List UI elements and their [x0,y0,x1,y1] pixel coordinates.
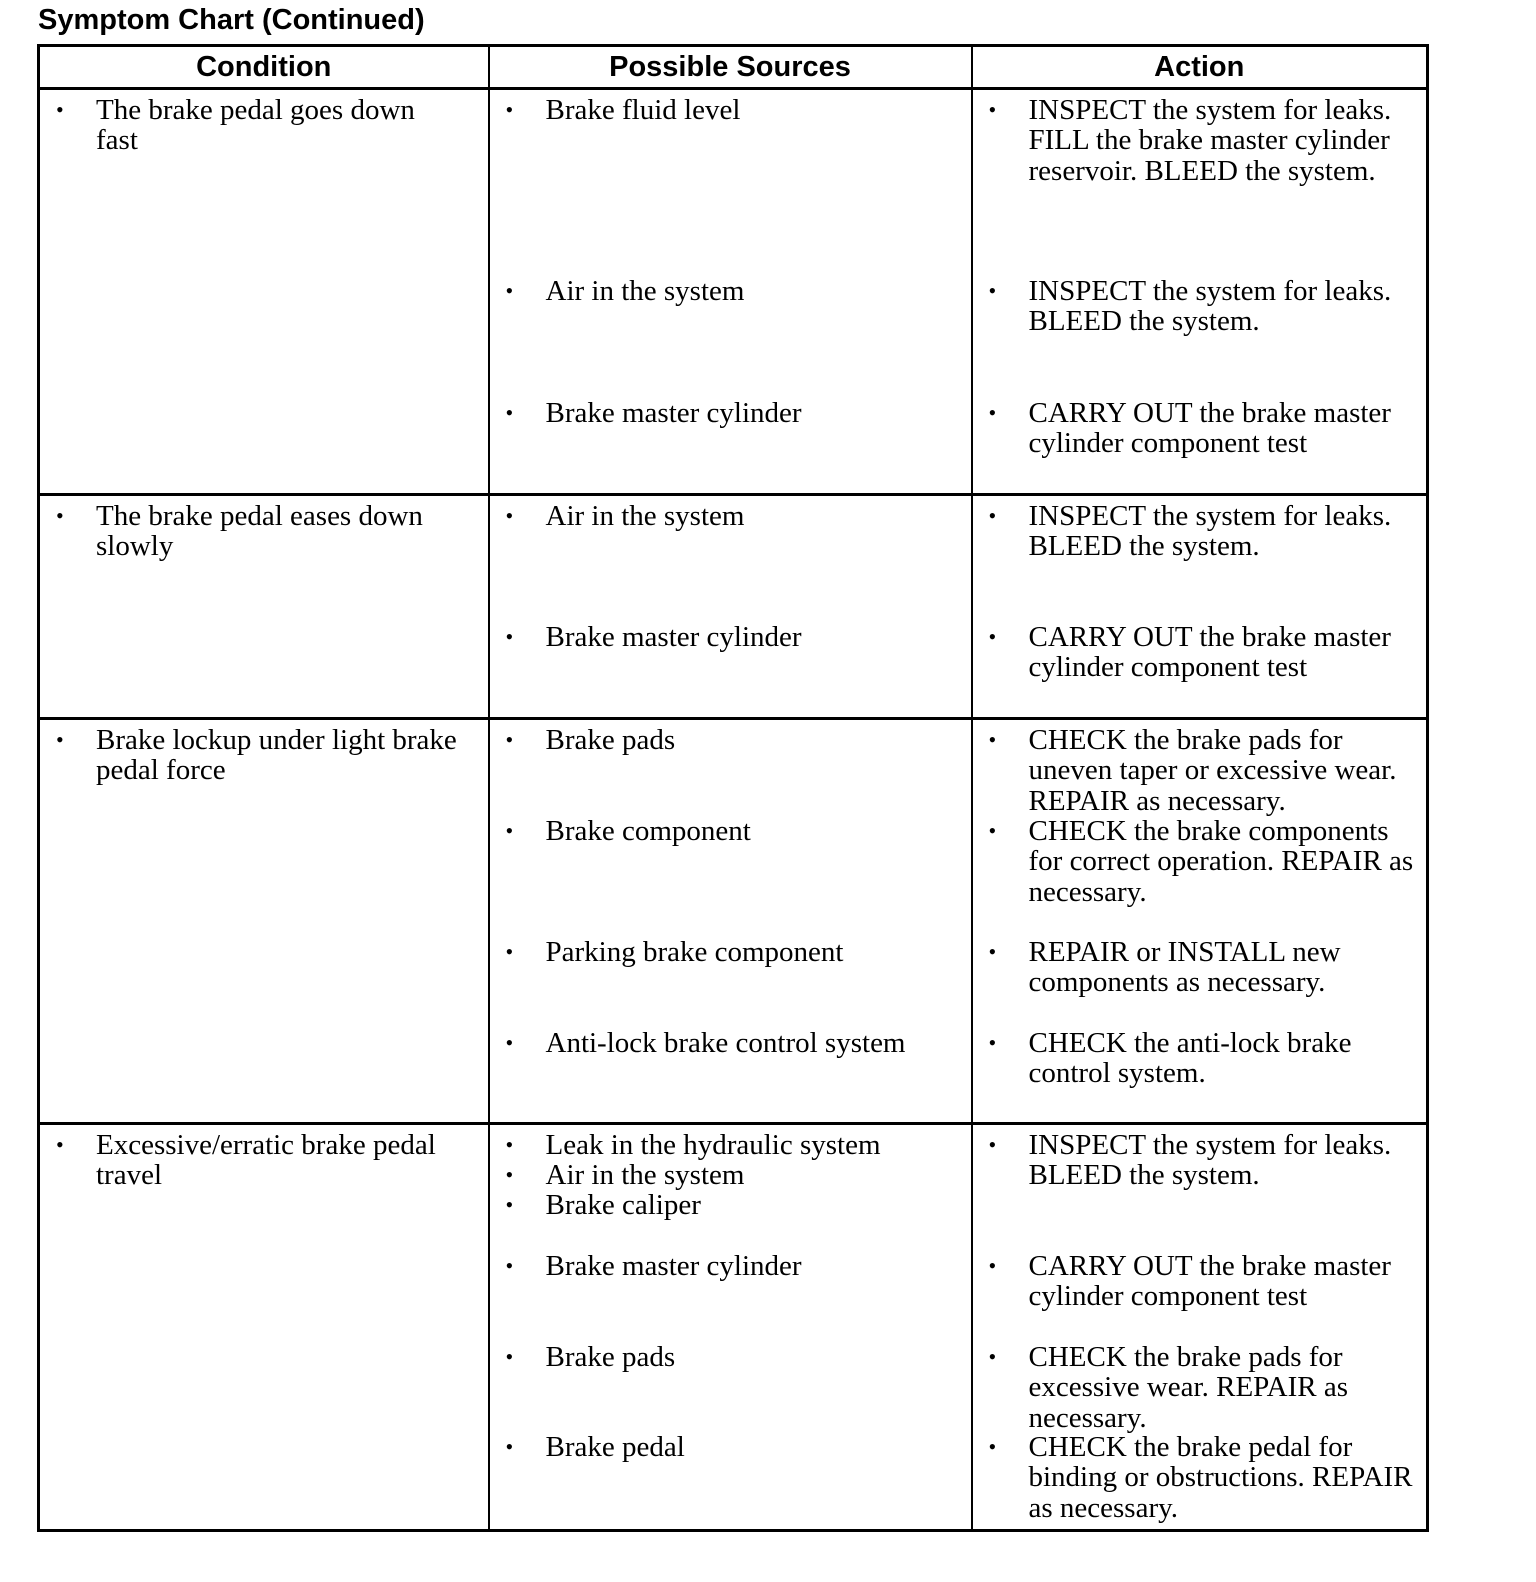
possible-sources-header: Possible Sources [489,46,972,89]
list-item [490,725,971,755]
source-text: Leak in the hydraulic system [545,1129,881,1161]
list-item [40,725,488,786]
action-text: REPAIR or INSTALL new components as necessary. [1028,936,1341,999]
bullet: • [988,1253,997,1278]
table-row [39,719,1428,1124]
condition-header: Condition [39,46,489,89]
action-cell [972,719,1428,1124]
list-item [490,1028,971,1058]
bullet: • [988,1344,997,1369]
bullet: • [505,939,514,964]
source-text: Brake pads [545,724,676,756]
list-item [490,276,971,306]
bullet: • [505,1253,514,1278]
action-header: Action [972,46,1428,89]
list-item [973,1432,1427,1523]
list-item [490,1130,971,1160]
bullet: • [505,1344,514,1369]
condition-cell [39,1124,489,1531]
bullet: • [988,939,997,964]
list-item [973,1342,1427,1433]
source-text: Brake pads [545,1341,676,1373]
table-row [39,1124,1428,1531]
bullet: • [56,1132,64,1157]
list-item [490,816,971,846]
bullet: • [505,1162,514,1187]
bullet: • [988,1434,997,1459]
list-item [490,937,971,967]
source-text: Brake master cylinder [545,1250,802,1282]
source-text: Air in the system [545,275,745,307]
action-text: INSPECT the system for leaks. BLEED the system. [1028,500,1392,563]
bullet: • [505,97,514,122]
list-item [973,276,1427,337]
bullet: • [505,727,514,752]
action-text: CHECK the brake pedal for binding or obstructions. REPAIR as necessary. [1028,1431,1413,1524]
list-item [490,95,971,125]
bullet: • [56,727,64,752]
source-text: Brake master cylinder [545,397,802,429]
list-item [40,501,488,562]
list-item [973,937,1427,998]
bullet: • [505,818,514,843]
source-text: Brake caliper [545,1189,701,1221]
action-text: CARRY OUT the brake master cylinder component test [1028,621,1391,684]
source-text: Parking brake component [545,936,844,968]
sources-cell [489,1124,972,1531]
bullet: • [505,503,514,528]
condition-text: The brake pedal eases down slowly [96,500,423,563]
source-text: Brake component [545,815,751,847]
list-item [973,398,1427,459]
bullet: • [56,97,64,122]
action-text: CHECK the brake components for correct operation. REPAIR as necessary. [1028,815,1414,908]
list-item [490,1190,971,1220]
action-text: CARRY OUT the brake master cylinder component test [1028,1250,1391,1313]
condition-text: The brake pedal goes down fast [96,94,415,157]
action-text: CHECK the anti-lock brake control system. [1028,1027,1352,1090]
list-item [490,501,971,531]
list-item [973,501,1427,562]
source-text: Air in the system [545,1159,745,1191]
list-item [40,95,488,156]
bullet: • [56,503,64,528]
bullet: • [988,97,997,122]
source-text: Anti-lock brake control system [545,1027,906,1059]
list-item [490,1160,971,1190]
action-text: INSPECT the system for leaks. BLEED the system. [1028,275,1392,338]
action-text: CARRY OUT the brake master cylinder component test [1028,397,1391,460]
list-item [973,95,1427,186]
bullet: • [988,1030,997,1055]
sources-cell [489,495,972,719]
source-text: Brake fluid level [545,94,741,126]
condition-text: Brake lockup under light brake pedal force [96,724,457,787]
source-text: Brake master cylinder [545,621,802,653]
bullet: • [988,818,997,843]
bullet: • [988,278,997,303]
symptom-chart-table [37,44,1429,1532]
bullet: • [988,400,997,425]
list-item [973,725,1427,816]
bullet: • [505,1192,514,1217]
action-text: INSPECT the system for leaks. FILL the brake master cylinder reservoir. BLEED the system. [1028,94,1392,187]
list-item [973,816,1427,907]
action-cell [972,1124,1428,1531]
action-text: INSPECT the system for leaks. BLEED the system. [1028,1129,1392,1192]
list-item [490,398,971,428]
condition-cell [39,719,489,1124]
action-text: CHECK the brake pads for uneven taper or excessive wear. REPAIR as necessary. [1028,724,1397,817]
bullet: • [988,503,997,528]
page-title: Symptom Chart (Continued) [38,4,425,36]
list-item [973,1130,1427,1191]
list-item [490,622,971,652]
bullet: • [505,1132,514,1157]
list-item [973,622,1427,683]
list-item [973,1251,1427,1312]
sources-cell [489,719,972,1124]
bullet: • [988,624,997,649]
table-row [39,89,1428,495]
bullet: • [988,727,997,752]
list-item [490,1432,971,1462]
bullet: • [505,400,514,425]
action-cell [972,89,1428,495]
condition-cell [39,495,489,719]
condition-text: Excessive/erratic brake pedal travel [96,1129,436,1192]
list-item [490,1251,971,1281]
sources-cell [489,89,972,495]
list-item [490,1342,971,1372]
bullet: • [505,1030,514,1055]
condition-cell [39,89,489,495]
action-text: CHECK the brake pads for excessive wear. REPAIR as necessary. [1028,1341,1348,1434]
bullet: • [505,624,514,649]
list-item [973,1028,1427,1089]
source-text: Air in the system [545,500,745,532]
list-item [40,1130,488,1191]
bullet: • [505,1434,514,1459]
bullet: • [505,278,514,303]
action-cell [972,495,1428,719]
bullet: • [988,1132,997,1157]
table-row [39,495,1428,719]
source-text: Brake pedal [545,1431,685,1463]
table-header-row [39,46,1428,89]
